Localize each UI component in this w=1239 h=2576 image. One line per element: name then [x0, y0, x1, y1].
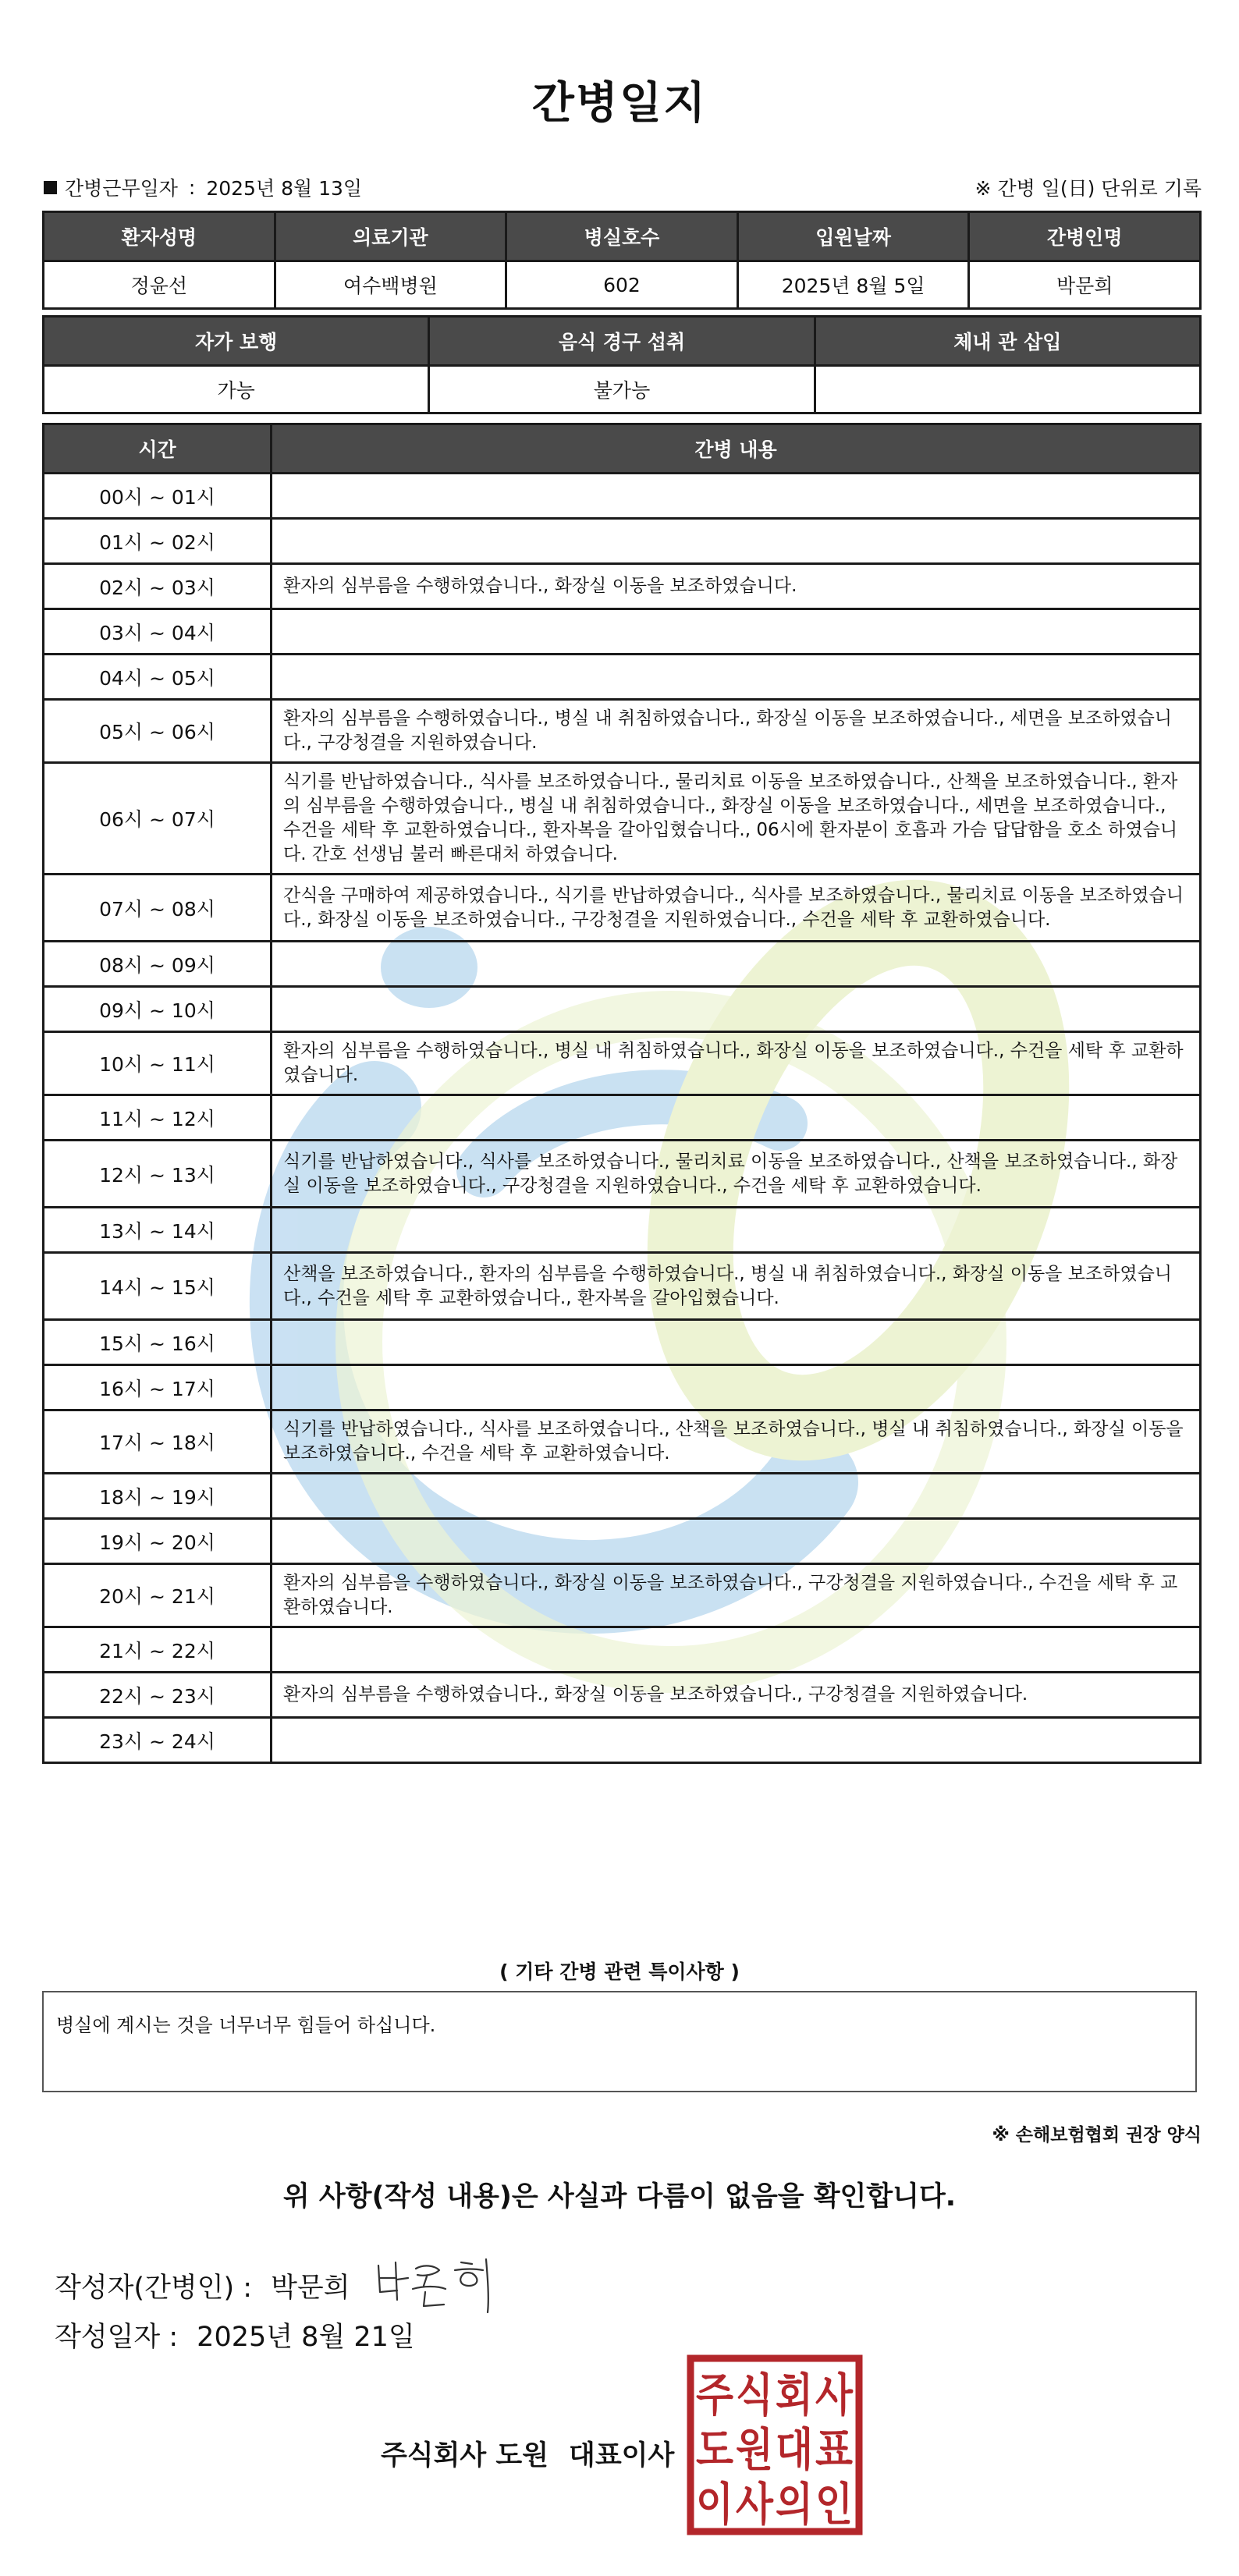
work-date-value: 2025년 8월 13일 — [206, 177, 363, 200]
daily-record-note: ※ 간병 일(日) 단위로 기록 — [975, 177, 1202, 200]
header-admission-date: 입원날짜 — [737, 212, 969, 261]
patient-status-table — [42, 315, 1202, 414]
log-row — [44, 700, 1201, 763]
written-date-value: 2025년 8월 21일 — [197, 2322, 415, 2353]
log-row — [44, 1474, 1201, 1519]
log-header-row — [44, 424, 1201, 474]
self-walking-value: 가능 — [44, 366, 429, 413]
log-row — [44, 1095, 1201, 1141]
hourly-care-log-table — [42, 423, 1202, 1764]
log-time-cell: 21시 ~ 22시 — [44, 1627, 272, 1673]
log-time-cell: 14시 ~ 15시 — [44, 1253, 272, 1320]
special-notes-title: ( 기타 간병 관련 특이사항 ) — [499, 1960, 740, 1983]
standard-form-note: ※ 손해보험협회 권장 양식 — [992, 2125, 1202, 2145]
company-line — [381, 2434, 674, 2473]
log-row — [44, 1141, 1201, 1208]
seal-character: 원 — [736, 2423, 773, 2476]
seal-character: 사 — [815, 2368, 854, 2422]
log-row — [44, 875, 1201, 942]
log-time-cell: 10시 ~ 11시 — [44, 1032, 272, 1095]
seal-character: 사 — [736, 2478, 774, 2531]
log-content-cell: 식기를 반납하였습니다., 식사를 보조하였습니다., 물리치료 이동을 보조하였습니다., 산책을 보조하였습니다., 환자의 심부름을 수행하였습니다., 병실 내 취침하였습니다., 화장실 이동을 보조하였습니다., 세면을 보조하였습니다., 수건을 세탁 후 교환하였습니다., 환자복을 갈아입혔습니다., 06시에 환자분이 호흡과 가슴 답답함을 호소 하였습니다. 간호 선생님 불러 빠른대처 하였습니다. — [272, 763, 1201, 875]
seal-character: 이 — [696, 2478, 733, 2531]
oral-intake-value: 불가능 — [429, 366, 815, 413]
confirmation-statement: 위 사항(작성 내용)은 사실과 다름이 없음을 확인합니다. — [282, 2181, 957, 2212]
seal-character: 인 — [815, 2478, 853, 2531]
log-content-cell: 식기를 반납하였습니다., 식사를 보조하였습니다., 물리치료 이동을 보조하였습니다., 산책을 보조하였습니다., 화장실 이동을 보조하였습니다., 구강청결을 지원하였습니다., 수건을 세탁 후 교환하였습니다. — [272, 1141, 1201, 1208]
writer-line — [55, 2255, 509, 2317]
log-row — [44, 1365, 1201, 1410]
header-hospital: 의료기관 — [275, 212, 506, 261]
log-row — [44, 763, 1201, 875]
log-content-cell — [272, 1320, 1201, 1365]
work-date-label: 간병근무일자 — [65, 177, 178, 200]
header-oral-intake: 음식 경구 섭취 — [429, 317, 815, 366]
log-time-cell: 07시 ~ 08시 — [44, 875, 272, 942]
log-row — [44, 609, 1201, 655]
hospital-name: 여수백병원 — [275, 261, 506, 309]
log-content-cell — [272, 1365, 1201, 1410]
patient-info-table — [42, 211, 1202, 310]
seal-character: 회 — [776, 2368, 813, 2422]
log-body — [44, 474, 1201, 1763]
log-time-cell: 13시 ~ 14시 — [44, 1208, 272, 1253]
log-time-cell: 04시 ~ 05시 — [44, 655, 272, 700]
log-time-cell: 19시 ~ 20시 — [44, 1519, 272, 1564]
patient-info-value-row — [44, 261, 1201, 309]
log-row — [44, 1320, 1201, 1365]
log-content-cell — [272, 987, 1201, 1032]
status-header-row — [44, 317, 1201, 366]
log-row — [44, 564, 1201, 609]
writer-name: 박문희 — [271, 2273, 350, 2304]
patient-info-header-row — [44, 212, 1201, 261]
work-date-line — [44, 173, 362, 201]
log-time-cell: 23시 ~ 24시 — [44, 1718, 272, 1763]
log-content-cell — [272, 655, 1201, 700]
log-time-cell: 16시 ~ 17시 — [44, 1365, 272, 1410]
log-row — [44, 1564, 1201, 1627]
log-content-cell — [272, 474, 1201, 519]
log-time-cell: 20시 ~ 21시 — [44, 1564, 272, 1627]
log-row — [44, 1208, 1201, 1253]
log-time-cell: 01시 ~ 02시 — [44, 519, 272, 564]
header-tube-insertion: 체내 관 삽입 — [815, 317, 1200, 366]
log-time-cell: 09시 ~ 10시 — [44, 987, 272, 1032]
log-time-cell: 11시 ~ 12시 — [44, 1095, 272, 1141]
header-care-content: 간병 내용 — [272, 424, 1201, 474]
log-content-cell: 환자의 심부름을 수행하였습니다., 화장실 이동을 보조하였습니다. — [272, 564, 1201, 609]
seal-character: 의 — [776, 2478, 813, 2531]
log-row — [44, 1410, 1201, 1474]
log-content-cell: 환자의 심부름을 수행하였습니다., 병실 내 취침하였습니다., 화장실 이동을 보조하였습니다., 세면을 보조하였습니다., 구강청결을 지원하였습니다. — [272, 700, 1201, 763]
seal-character: 식 — [736, 2368, 773, 2422]
writer-label: 작성자(간병인) : — [55, 2273, 253, 2304]
document-title: 간병일지 — [531, 78, 708, 129]
patient-name: 정윤선 — [44, 261, 275, 309]
log-content-cell — [272, 519, 1201, 564]
log-content-cell — [272, 1095, 1201, 1141]
log-time-cell: 17시 ~ 18시 — [44, 1410, 272, 1474]
log-time-cell: 08시 ~ 09시 — [44, 942, 272, 987]
status-value-row — [44, 366, 1201, 413]
header-caregiver-name: 간병인명 — [969, 212, 1201, 261]
seal-character: 표 — [815, 2423, 853, 2476]
handwritten-signature — [369, 2255, 509, 2317]
admission-date: 2025년 8월 5일 — [737, 261, 969, 309]
log-time-cell: 18시 ~ 19시 — [44, 1474, 272, 1519]
work-date-colon: : — [188, 176, 196, 199]
log-time-cell: 02시 ~ 03시 — [44, 564, 272, 609]
bullet-square-icon — [44, 181, 57, 194]
log-content-cell: 환자의 심부름을 수행하였습니다., 병실 내 취침하였습니다., 화장실 이동을 보조하였습니다., 수건을 세탁 후 교환하였습니다. — [272, 1032, 1201, 1095]
log-time-cell: 12시 ~ 13시 — [44, 1141, 272, 1208]
log-content-cell — [272, 1519, 1201, 1564]
header-patient-name: 환자성명 — [44, 212, 275, 261]
log-row — [44, 1673, 1201, 1718]
special-notes-box — [42, 1991, 1197, 2092]
special-notes-text: 병실에 계시는 것을 너무너무 힘들어 하십니다. — [56, 2014, 436, 2036]
log-content-cell: 간식을 구매하여 제공하였습니다., 식기를 반납하였습니다., 식사를 보조하였습니다., 물리치료 이동을 보조하였습니다., 화장실 이동을 보조하였습니다., 구강청결을 지원하였습니다., 수건을 세탁 후 교환하였습니다. — [272, 875, 1201, 942]
room-number: 602 — [506, 261, 738, 309]
log-row — [44, 1032, 1201, 1095]
written-date-label: 작성일자 : — [55, 2322, 179, 2353]
header-time: 시간 — [44, 424, 272, 474]
log-row — [44, 519, 1201, 564]
company-seal-stamp — [687, 2354, 863, 2535]
header-self-walking: 자가 보행 — [44, 317, 429, 366]
log-content-cell: 환자의 심부름을 수행하였습니다., 화장실 이동을 보조하였습니다., 구강청결을 지원하였습니다. — [272, 1673, 1201, 1718]
log-row — [44, 987, 1201, 1032]
log-time-cell: 06시 ~ 07시 — [44, 763, 272, 875]
caregiver-name: 박문희 — [969, 261, 1201, 309]
seal-character: 주 — [696, 2368, 733, 2422]
log-time-cell: 00시 ~ 01시 — [44, 474, 272, 519]
log-row — [44, 942, 1201, 987]
log-content-cell: 산책을 보조하였습니다., 환자의 심부름을 수행하였습니다., 병실 내 취침하였습니다., 화장실 이동을 보조하였습니다., 수건을 세탁 후 교환하였습니다., 환자복을 갈아입혔습니다. — [272, 1253, 1201, 1320]
log-row — [44, 1519, 1201, 1564]
log-time-cell: 03시 ~ 04시 — [44, 609, 272, 655]
log-row — [44, 1253, 1201, 1320]
tube-insertion-value — [815, 366, 1200, 413]
log-content-cell — [272, 1718, 1201, 1763]
log-content-cell — [272, 1208, 1201, 1253]
log-content-cell — [272, 942, 1201, 987]
log-content-cell: 환자의 심부름을 수행하였습니다., 화장실 이동을 보조하였습니다., 구강청결을 지원하였습니다., 수건을 세탁 후 교환하였습니다. — [272, 1564, 1201, 1627]
company-name: 주식회사 도원 — [381, 2440, 549, 2471]
log-row — [44, 474, 1201, 519]
seal-character: 대 — [776, 2423, 813, 2476]
log-time-cell: 15시 ~ 16시 — [44, 1320, 272, 1365]
header-room-number: 병실호수 — [506, 212, 738, 261]
log-content-cell: 식기를 반납하였습니다., 식사를 보조하였습니다., 산책을 보조하였습니다., 병실 내 취침하였습니다., 화장실 이동을 보조하였습니다., 수건을 세탁 후 교환하였습니다. — [272, 1410, 1201, 1474]
log-row — [44, 655, 1201, 700]
seal-character: 도 — [696, 2423, 733, 2476]
log-content-cell — [272, 609, 1201, 655]
representative-title: 대표이사 — [569, 2440, 675, 2471]
log-time-cell: 05시 ~ 06시 — [44, 700, 272, 763]
log-content-cell — [272, 1474, 1201, 1519]
log-time-cell: 22시 ~ 23시 — [44, 1673, 272, 1718]
log-row — [44, 1627, 1201, 1673]
log-row — [44, 1718, 1201, 1763]
written-date-line — [55, 2315, 415, 2354]
log-content-cell — [272, 1627, 1201, 1673]
